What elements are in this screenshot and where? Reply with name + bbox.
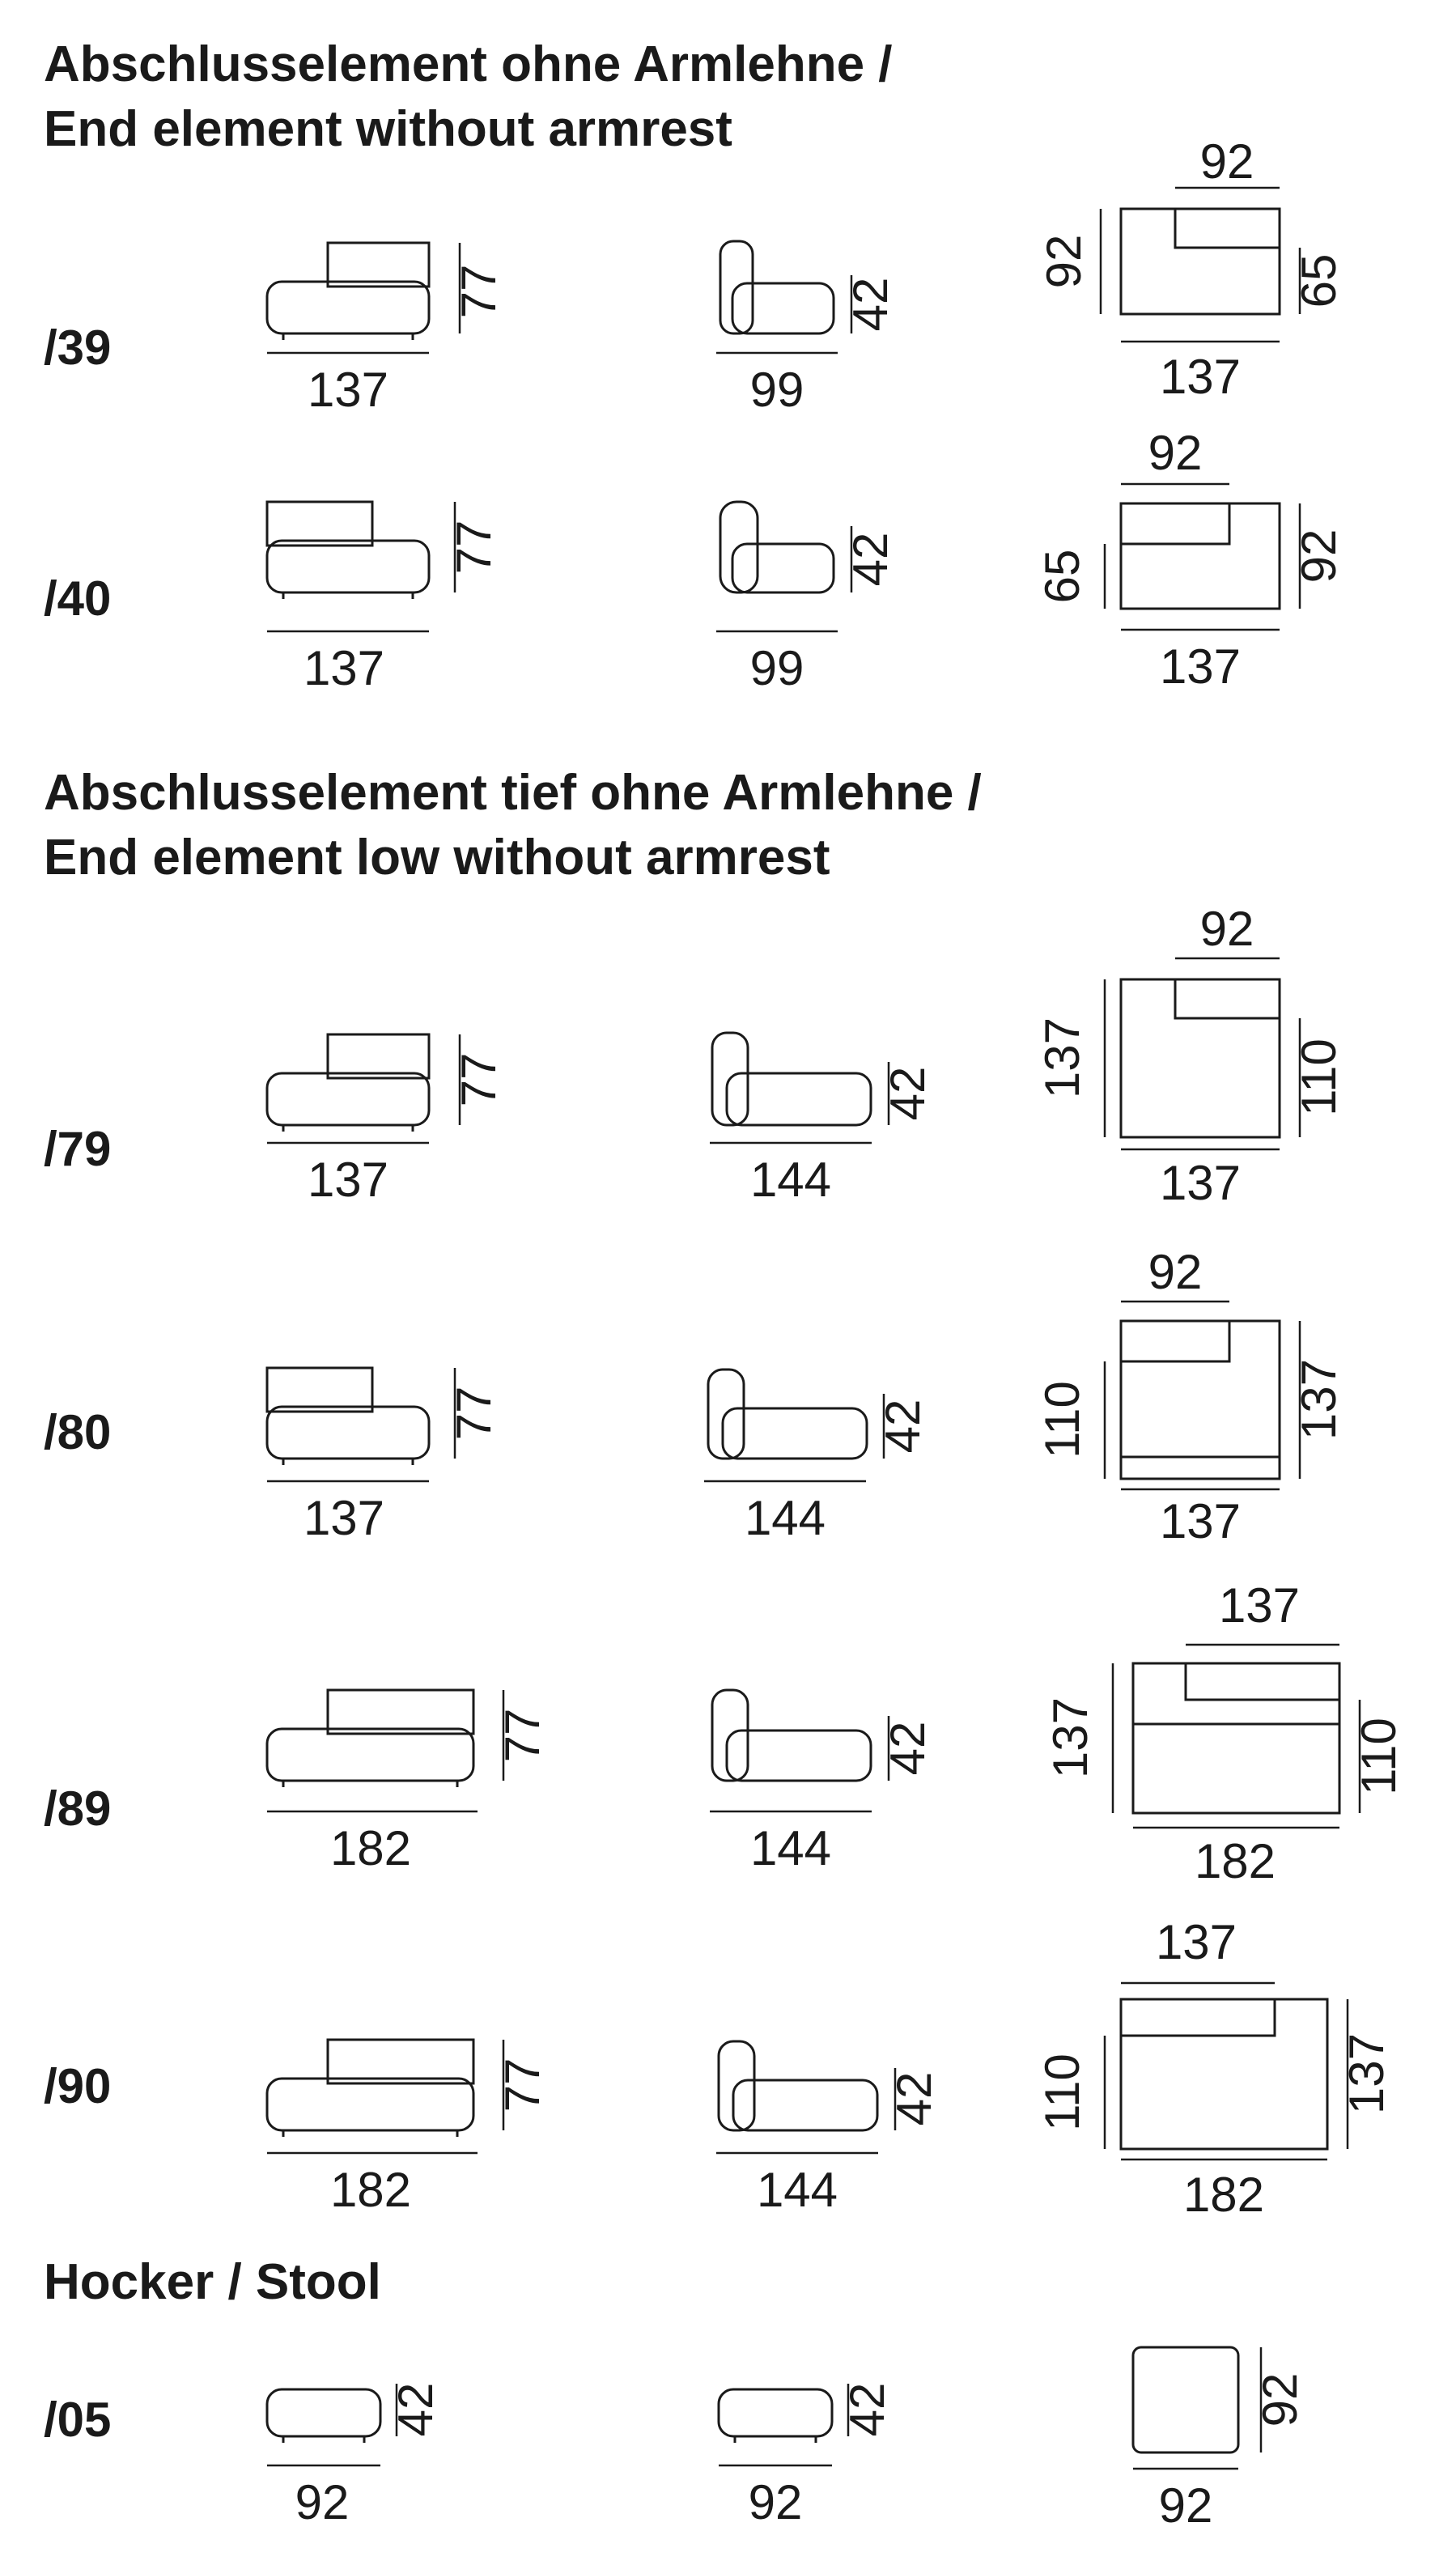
dimension-label: 92 bbox=[295, 2475, 350, 2529]
dimension-label: 42 bbox=[876, 1399, 930, 1454]
dimension-label: 144 bbox=[749, 1821, 832, 1875]
dimension-label: 92 bbox=[1148, 426, 1203, 480]
dimension-label: 137 bbox=[307, 363, 389, 417]
front-view-drawing bbox=[719, 2389, 832, 2443]
dimension-label: 65 bbox=[1035, 549, 1089, 604]
row-code: /79 bbox=[44, 1122, 112, 1176]
dimension-label: 110 bbox=[1035, 1381, 1089, 1459]
heading-line-en: End element without armrest bbox=[44, 101, 732, 157]
dimension-label: 110 bbox=[1352, 1718, 1406, 1795]
front-view-drawing bbox=[720, 241, 834, 333]
dimension-label: 92 bbox=[1292, 529, 1346, 584]
row-89 bbox=[267, 1578, 1406, 1888]
dimension-label: 137 bbox=[1159, 639, 1242, 694]
side-view-drawing bbox=[267, 1368, 429, 1465]
dimension-label: 92 bbox=[1158, 2478, 1213, 2533]
dimension-label: 137 bbox=[303, 641, 385, 695]
dimension-label: 99 bbox=[749, 363, 804, 417]
dimension-label: 92 bbox=[1199, 902, 1254, 956]
row-40 bbox=[267, 426, 1346, 695]
heading-line-en: End element low without armrest bbox=[44, 830, 830, 885]
dimension-label: 137 bbox=[1159, 1156, 1242, 1210]
dimension-label: 92 bbox=[1148, 1245, 1203, 1299]
row-code: /89 bbox=[44, 1781, 112, 1836]
front-view-drawing bbox=[720, 502, 834, 592]
dimension-label: 182 bbox=[329, 1821, 412, 1875]
dimension-label: 144 bbox=[749, 1153, 832, 1207]
side-view-drawing bbox=[267, 1690, 473, 1787]
dimension-label: 137 bbox=[1159, 350, 1242, 404]
front-view-drawing bbox=[708, 1370, 867, 1459]
dimension-label: 92 bbox=[1037, 234, 1091, 289]
row-code: /40 bbox=[44, 571, 112, 626]
row-code: /39 bbox=[44, 321, 112, 375]
dimension-label: 92 bbox=[748, 2475, 803, 2529]
dimension-label: 137 bbox=[1339, 2032, 1394, 2115]
top-view-drawing bbox=[1121, 1999, 1327, 2149]
dimension-label: 182 bbox=[1182, 2168, 1265, 2222]
dimension-label: 42 bbox=[881, 1721, 935, 1776]
row-79 bbox=[267, 902, 1346, 1210]
top-view-drawing bbox=[1121, 209, 1280, 314]
dimension-label: 137 bbox=[1292, 1358, 1346, 1441]
dimension-label: 99 bbox=[749, 641, 804, 695]
front-view-drawing bbox=[712, 1033, 871, 1125]
top-view-drawing bbox=[1121, 503, 1280, 609]
dimension-label: 42 bbox=[843, 532, 898, 587]
row-code: /05 bbox=[44, 2393, 112, 2447]
heading-line-de: Abschlusselement tief ohne Armlehne / bbox=[44, 765, 982, 821]
dimension-label: 65 bbox=[1292, 253, 1346, 308]
top-view-drawing bbox=[1121, 979, 1280, 1137]
row-80 bbox=[267, 1245, 1346, 1548]
dimension-label: 77 bbox=[495, 2058, 550, 2113]
dimension-label: 110 bbox=[1035, 2053, 1089, 2131]
side-view-drawing bbox=[267, 502, 429, 599]
dimension-label: 137 bbox=[303, 1491, 385, 1545]
heading-line-de: Abschlusselement ohne Armlehne / bbox=[44, 36, 893, 92]
dimension-label: 137 bbox=[1155, 1915, 1237, 1969]
dimension-label: 137 bbox=[1043, 1697, 1097, 1779]
dimension-label: 137 bbox=[1159, 1494, 1242, 1548]
side-view-drawing bbox=[267, 2040, 473, 2137]
dimension-label: 137 bbox=[1218, 1578, 1301, 1633]
dimension-label: 77 bbox=[452, 1052, 506, 1107]
dimension-label: 144 bbox=[756, 2163, 838, 2217]
row-code: /90 bbox=[44, 2059, 112, 2113]
top-view-drawing bbox=[1133, 1663, 1339, 1813]
dimension-label: 182 bbox=[329, 2163, 412, 2217]
side-view-drawing bbox=[267, 1034, 429, 1132]
dimension-label: 110 bbox=[1292, 1038, 1346, 1116]
dimension-label: 77 bbox=[452, 264, 506, 319]
row-05 bbox=[267, 2347, 1307, 2533]
dimension-label: 42 bbox=[887, 2071, 941, 2126]
dimension-label: 42 bbox=[388, 2382, 443, 2437]
dimension-label: 92 bbox=[1253, 2372, 1307, 2427]
dimension-label: 77 bbox=[447, 1386, 501, 1441]
dimension-label: 42 bbox=[840, 2382, 894, 2437]
top-view-drawing bbox=[1121, 1321, 1280, 1479]
row-39 bbox=[267, 134, 1346, 417]
row-code: /80 bbox=[44, 1405, 112, 1459]
heading-line: Hocker / Stool bbox=[44, 2254, 381, 2310]
front-view-drawing bbox=[712, 1690, 871, 1781]
dimension-label: 42 bbox=[843, 277, 898, 332]
row-90 bbox=[267, 1915, 1394, 2222]
dimension-label: 92 bbox=[1199, 134, 1254, 189]
dimension-label: 42 bbox=[881, 1066, 935, 1121]
dimension-label: 77 bbox=[495, 1708, 550, 1763]
dimension-label: 77 bbox=[447, 520, 501, 575]
dimension-label: 182 bbox=[1194, 1834, 1276, 1888]
top-view-drawing bbox=[1133, 2347, 1238, 2452]
dimension-label: 137 bbox=[307, 1153, 389, 1207]
side-view-drawing bbox=[267, 2389, 380, 2443]
dimension-label: 144 bbox=[744, 1491, 826, 1545]
side-view-drawing bbox=[267, 243, 429, 340]
dimension-label: 137 bbox=[1035, 1017, 1089, 1099]
front-view-drawing bbox=[719, 2041, 877, 2130]
